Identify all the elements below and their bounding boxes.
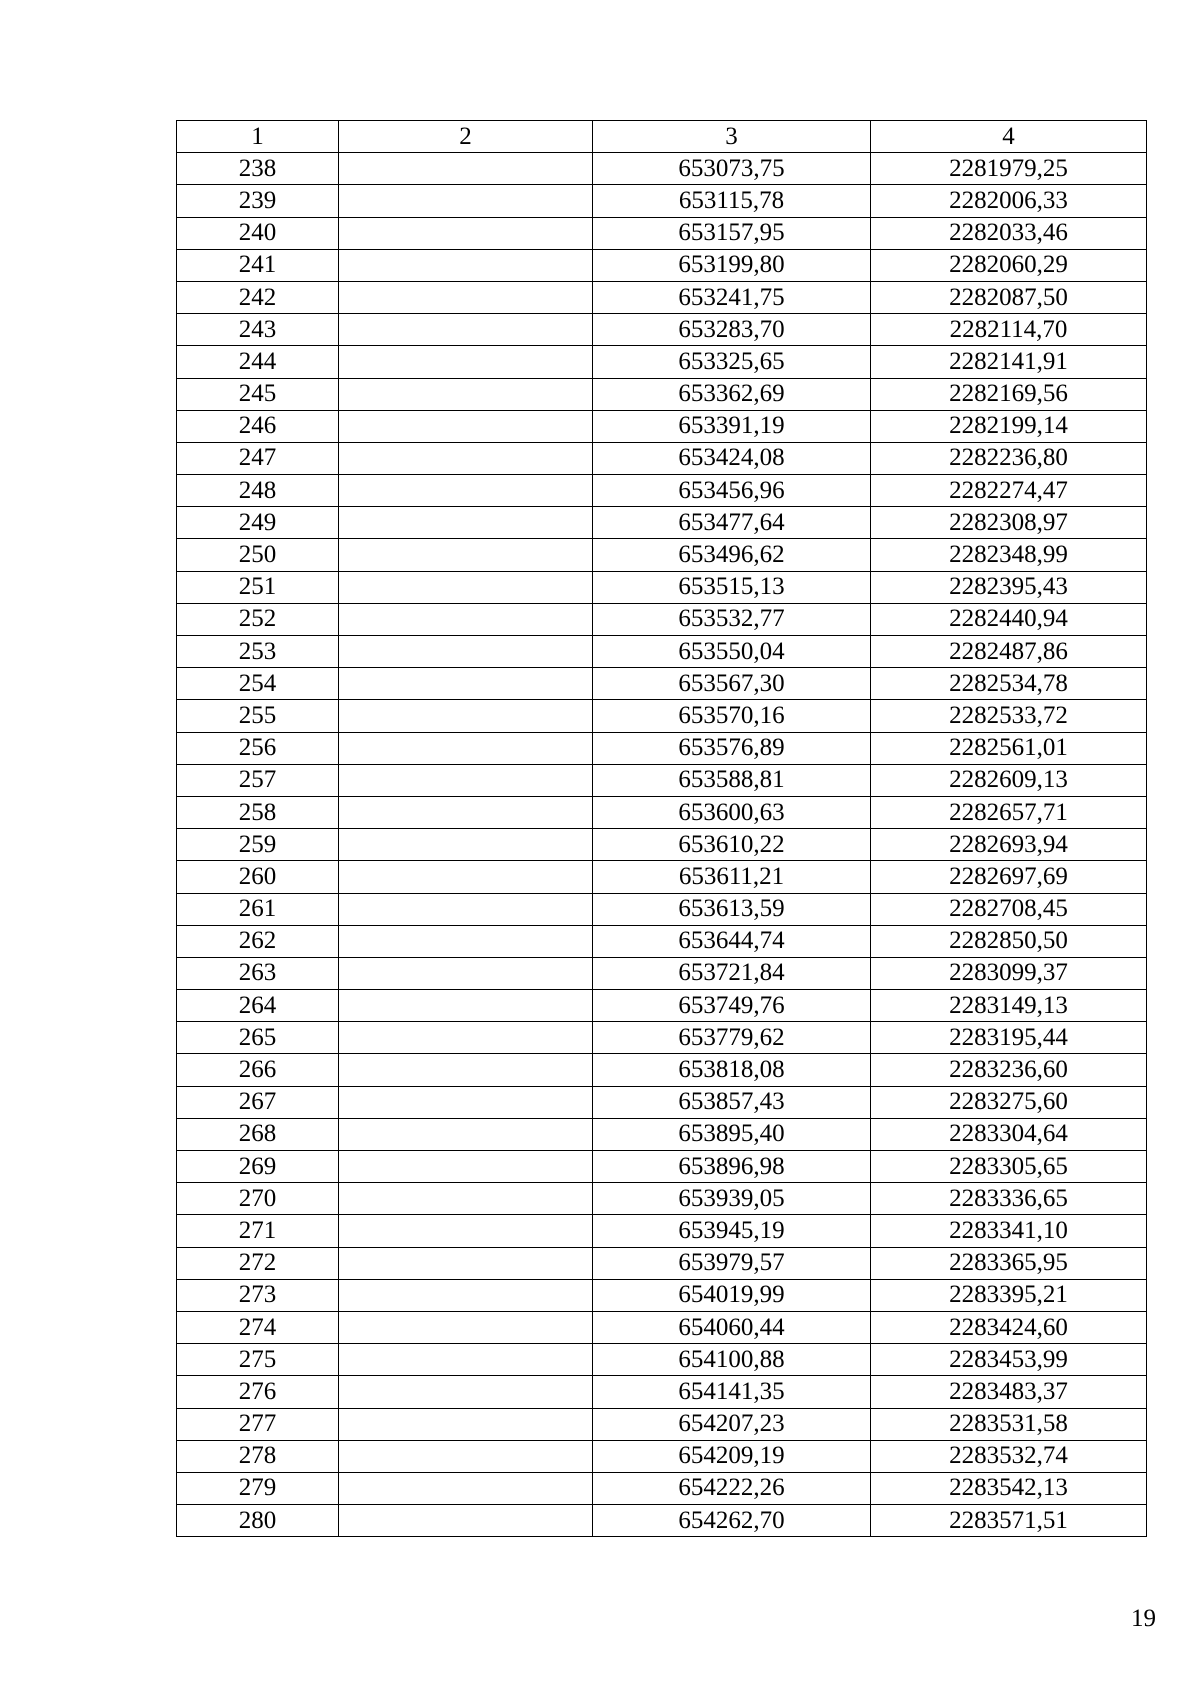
point-number-cell: 249: [177, 507, 339, 539]
point-number-cell: 268: [177, 1118, 339, 1150]
table-row: [177, 1151, 1147, 1183]
table-row: [177, 796, 1147, 828]
table-row: [177, 1311, 1147, 1343]
y-coordinate-cell: 2283195,44: [871, 1022, 1147, 1054]
empty-cell: [339, 1118, 593, 1150]
empty-cell: [339, 539, 593, 571]
table-row: [177, 668, 1147, 700]
x-coordinate-cell: 653939,05: [593, 1183, 871, 1215]
table-row: [177, 1215, 1147, 1247]
point-number-cell: 257: [177, 764, 339, 796]
x-coordinate-cell: 653600,63: [593, 796, 871, 828]
table-row: [177, 603, 1147, 635]
table-row: [177, 314, 1147, 346]
y-coordinate-cell: 2283305,65: [871, 1151, 1147, 1183]
x-coordinate-cell: 653515,13: [593, 571, 871, 603]
empty-cell: [339, 861, 593, 893]
table-row: [177, 1086, 1147, 1118]
empty-cell: [339, 249, 593, 281]
x-coordinate-cell: 653532,77: [593, 603, 871, 635]
x-coordinate-cell: 653610,22: [593, 829, 871, 861]
empty-cell: [339, 957, 593, 989]
y-coordinate-cell: 2282533,72: [871, 700, 1147, 732]
table-row: [177, 1022, 1147, 1054]
table-row: [177, 442, 1147, 474]
y-coordinate-cell: 2281979,25: [871, 153, 1147, 185]
empty-cell: [339, 668, 593, 700]
y-coordinate-cell: 2283236,60: [871, 1054, 1147, 1086]
point-number-cell: 258: [177, 796, 339, 828]
empty-cell: [339, 829, 593, 861]
point-number-cell: 264: [177, 990, 339, 1022]
empty-cell: [339, 185, 593, 217]
table-row: [177, 1344, 1147, 1376]
empty-cell: [339, 410, 593, 442]
column-header-3: 3: [593, 121, 871, 153]
y-coordinate-cell: 2283571,51: [871, 1505, 1147, 1537]
point-number-cell: 239: [177, 185, 339, 217]
x-coordinate-cell: 653895,40: [593, 1118, 871, 1150]
table-row: [177, 700, 1147, 732]
point-number-cell: 269: [177, 1151, 339, 1183]
y-coordinate-cell: 2282693,94: [871, 829, 1147, 861]
y-coordinate-cell: 2282114,70: [871, 314, 1147, 346]
y-coordinate-cell: 2282487,86: [871, 636, 1147, 668]
x-coordinate-cell: 654060,44: [593, 1311, 871, 1343]
point-number-cell: 279: [177, 1472, 339, 1504]
y-coordinate-cell: 2282657,71: [871, 796, 1147, 828]
point-number-cell: 252: [177, 603, 339, 635]
point-number-cell: 270: [177, 1183, 339, 1215]
point-number-cell: 241: [177, 249, 339, 281]
point-number-cell: 267: [177, 1086, 339, 1118]
y-coordinate-cell: 2282440,94: [871, 603, 1147, 635]
point-number-cell: 272: [177, 1247, 339, 1279]
empty-cell: [339, 442, 593, 474]
table-row: [177, 281, 1147, 313]
table-row: [177, 1118, 1147, 1150]
y-coordinate-cell: 2282141,91: [871, 346, 1147, 378]
x-coordinate-cell: 654209,19: [593, 1440, 871, 1472]
empty-cell: [339, 1086, 593, 1118]
empty-cell: [339, 1054, 593, 1086]
table-row: [177, 1247, 1147, 1279]
x-coordinate-cell: 653567,30: [593, 668, 871, 700]
x-coordinate-cell: 653283,70: [593, 314, 871, 346]
empty-cell: [339, 1151, 593, 1183]
table-row: [177, 1279, 1147, 1311]
table-row: [177, 732, 1147, 764]
x-coordinate-cell: 653721,84: [593, 957, 871, 989]
y-coordinate-cell: 2282006,33: [871, 185, 1147, 217]
x-coordinate-cell: 654222,26: [593, 1472, 871, 1504]
y-coordinate-cell: 2283304,64: [871, 1118, 1147, 1150]
empty-cell: [339, 636, 593, 668]
empty-cell: [339, 507, 593, 539]
empty-cell: [339, 378, 593, 410]
table-body: [177, 153, 1147, 1537]
empty-cell: [339, 346, 593, 378]
y-coordinate-cell: 2282534,78: [871, 668, 1147, 700]
point-number-cell: 238: [177, 153, 339, 185]
point-number-cell: 266: [177, 1054, 339, 1086]
x-coordinate-cell: 654100,88: [593, 1344, 871, 1376]
x-coordinate-cell: 653456,96: [593, 475, 871, 507]
x-coordinate-cell: 653945,19: [593, 1215, 871, 1247]
empty-cell: [339, 1022, 593, 1054]
y-coordinate-cell: 2283483,37: [871, 1376, 1147, 1408]
x-coordinate-cell: 653644,74: [593, 925, 871, 957]
x-coordinate-cell: 653896,98: [593, 1151, 871, 1183]
y-coordinate-cell: 2282236,80: [871, 442, 1147, 474]
y-coordinate-cell: 2282697,69: [871, 861, 1147, 893]
point-number-cell: 248: [177, 475, 339, 507]
x-coordinate-cell: 654141,35: [593, 1376, 871, 1408]
empty-cell: [339, 603, 593, 635]
point-number-cell: 277: [177, 1408, 339, 1440]
x-coordinate-cell: 653325,65: [593, 346, 871, 378]
point-number-cell: 278: [177, 1440, 339, 1472]
y-coordinate-cell: 2282060,29: [871, 249, 1147, 281]
point-number-cell: 260: [177, 861, 339, 893]
y-coordinate-cell: 2283532,74: [871, 1440, 1147, 1472]
empty-cell: [339, 1247, 593, 1279]
empty-cell: [339, 1376, 593, 1408]
page-number: 19: [1131, 1605, 1156, 1632]
table-row: [177, 378, 1147, 410]
x-coordinate-cell: 653424,08: [593, 442, 871, 474]
y-coordinate-cell: 2282561,01: [871, 732, 1147, 764]
y-coordinate-cell: 2283542,13: [871, 1472, 1147, 1504]
x-coordinate-cell: 653613,59: [593, 893, 871, 925]
empty-cell: [339, 314, 593, 346]
point-number-cell: 271: [177, 1215, 339, 1247]
empty-cell: [339, 990, 593, 1022]
point-number-cell: 263: [177, 957, 339, 989]
x-coordinate-cell: 653391,19: [593, 410, 871, 442]
table-row: [177, 1054, 1147, 1086]
table-row: [177, 539, 1147, 571]
table-row: [177, 410, 1147, 442]
y-coordinate-cell: 2282395,43: [871, 571, 1147, 603]
y-coordinate-cell: 2283365,95: [871, 1247, 1147, 1279]
empty-cell: [339, 1472, 593, 1504]
table-row: [177, 636, 1147, 668]
empty-cell: [339, 1183, 593, 1215]
point-number-cell: 242: [177, 281, 339, 313]
y-coordinate-cell: 2282308,97: [871, 507, 1147, 539]
table-header-row: [177, 121, 1147, 153]
point-number-cell: 276: [177, 1376, 339, 1408]
x-coordinate-cell: 653157,95: [593, 217, 871, 249]
point-number-cell: 255: [177, 700, 339, 732]
point-number-cell: 247: [177, 442, 339, 474]
table-row: [177, 475, 1147, 507]
x-coordinate-cell: 653199,80: [593, 249, 871, 281]
y-coordinate-cell: 2282033,46: [871, 217, 1147, 249]
x-coordinate-cell: 654207,23: [593, 1408, 871, 1440]
empty-cell: [339, 1344, 593, 1376]
empty-cell: [339, 281, 593, 313]
point-number-cell: 243: [177, 314, 339, 346]
table-row: [177, 507, 1147, 539]
empty-cell: [339, 153, 593, 185]
table-row: [177, 925, 1147, 957]
y-coordinate-cell: 2282609,13: [871, 764, 1147, 796]
table-row: [177, 893, 1147, 925]
y-coordinate-cell: 2283424,60: [871, 1311, 1147, 1343]
table-row: [177, 571, 1147, 603]
table-row: [177, 217, 1147, 249]
x-coordinate-cell: 653588,81: [593, 764, 871, 796]
point-number-cell: 244: [177, 346, 339, 378]
empty-cell: [339, 796, 593, 828]
point-number-cell: 261: [177, 893, 339, 925]
point-number-cell: 256: [177, 732, 339, 764]
x-coordinate-cell: 653576,89: [593, 732, 871, 764]
x-coordinate-cell: 653779,62: [593, 1022, 871, 1054]
x-coordinate-cell: 653073,75: [593, 153, 871, 185]
y-coordinate-cell: 2282850,50: [871, 925, 1147, 957]
x-coordinate-cell: 653362,69: [593, 378, 871, 410]
empty-cell: [339, 764, 593, 796]
x-coordinate-cell: 653241,75: [593, 281, 871, 313]
y-coordinate-cell: 2283336,65: [871, 1183, 1147, 1215]
point-number-cell: 245: [177, 378, 339, 410]
x-coordinate-cell: 654262,70: [593, 1505, 871, 1537]
x-coordinate-cell: 653477,64: [593, 507, 871, 539]
x-coordinate-cell: 653857,43: [593, 1086, 871, 1118]
x-coordinate-cell: 653611,21: [593, 861, 871, 893]
column-header-4: 4: [871, 121, 1147, 153]
empty-cell: [339, 1215, 593, 1247]
y-coordinate-cell: 2282169,56: [871, 378, 1147, 410]
y-coordinate-cell: 2283341,10: [871, 1215, 1147, 1247]
x-coordinate-cell: 653818,08: [593, 1054, 871, 1086]
y-coordinate-cell: 2283453,99: [871, 1344, 1147, 1376]
table-row: [177, 1408, 1147, 1440]
table-row: [177, 764, 1147, 796]
table-row: [177, 185, 1147, 217]
table-row: [177, 249, 1147, 281]
empty-cell: [339, 571, 593, 603]
point-number-cell: 265: [177, 1022, 339, 1054]
x-coordinate-cell: 653550,04: [593, 636, 871, 668]
x-coordinate-cell: 653749,76: [593, 990, 871, 1022]
column-header-2: 2: [339, 121, 593, 153]
point-number-cell: 253: [177, 636, 339, 668]
empty-cell: [339, 1408, 593, 1440]
table-row: [177, 861, 1147, 893]
point-number-cell: 254: [177, 668, 339, 700]
table-row: [177, 1472, 1147, 1504]
empty-cell: [339, 1505, 593, 1537]
table-row: [177, 990, 1147, 1022]
point-number-cell: 250: [177, 539, 339, 571]
x-coordinate-cell: 654019,99: [593, 1279, 871, 1311]
y-coordinate-cell: 2283149,13: [871, 990, 1147, 1022]
y-coordinate-cell: 2282708,45: [871, 893, 1147, 925]
empty-cell: [339, 1311, 593, 1343]
point-number-cell: 273: [177, 1279, 339, 1311]
point-number-cell: 262: [177, 925, 339, 957]
empty-cell: [339, 732, 593, 764]
x-coordinate-cell: 653979,57: [593, 1247, 871, 1279]
table-row: [177, 153, 1147, 185]
table-row: [177, 829, 1147, 861]
empty-cell: [339, 925, 593, 957]
table-row: [177, 957, 1147, 989]
empty-cell: [339, 700, 593, 732]
x-coordinate-cell: 653115,78: [593, 185, 871, 217]
table-row: [177, 1505, 1147, 1537]
point-number-cell: 280: [177, 1505, 339, 1537]
point-number-cell: 246: [177, 410, 339, 442]
point-number-cell: 275: [177, 1344, 339, 1376]
y-coordinate-cell: 2283531,58: [871, 1408, 1147, 1440]
point-number-cell: 274: [177, 1311, 339, 1343]
table-row: [177, 346, 1147, 378]
x-coordinate-cell: 653570,16: [593, 700, 871, 732]
y-coordinate-cell: 2283099,37: [871, 957, 1147, 989]
y-coordinate-cell: 2282199,14: [871, 410, 1147, 442]
coordinates-table: [176, 120, 1147, 1537]
empty-cell: [339, 217, 593, 249]
empty-cell: [339, 475, 593, 507]
x-coordinate-cell: 653496,62: [593, 539, 871, 571]
y-coordinate-cell: 2282087,50: [871, 281, 1147, 313]
point-number-cell: 251: [177, 571, 339, 603]
y-coordinate-cell: 2283395,21: [871, 1279, 1147, 1311]
table-row: [177, 1440, 1147, 1472]
table-row: [177, 1183, 1147, 1215]
empty-cell: [339, 1279, 593, 1311]
y-coordinate-cell: 2283275,60: [871, 1086, 1147, 1118]
column-header-1: 1: [177, 121, 339, 153]
y-coordinate-cell: 2282348,99: [871, 539, 1147, 571]
table-row: [177, 1376, 1147, 1408]
empty-cell: [339, 893, 593, 925]
point-number-cell: 240: [177, 217, 339, 249]
y-coordinate-cell: 2282274,47: [871, 475, 1147, 507]
empty-cell: [339, 1440, 593, 1472]
point-number-cell: 259: [177, 829, 339, 861]
